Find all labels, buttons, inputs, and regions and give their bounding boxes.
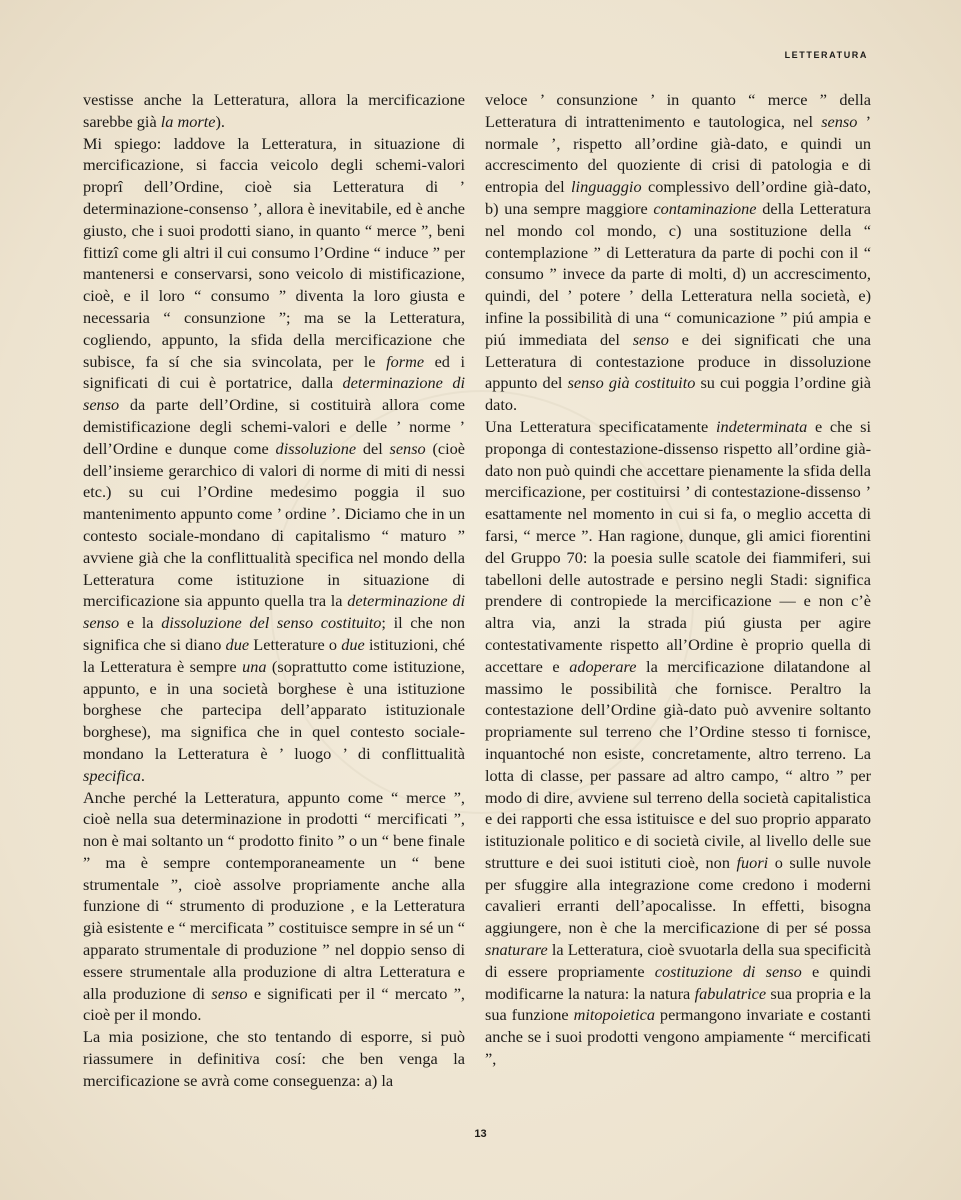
- text-run: e quindi modificarne la natura: la natura: [485, 961, 872, 1003]
- italic-text: senso: [389, 438, 426, 458]
- text-run: ’ normale ’, rispetto all’ordine già-dato, e quindi un accrescimento del quoziente di crisi di patologia e di entropia del: [485, 111, 872, 197]
- text-run: e significati per il “ mercato ”, cioè per il mondo.: [83, 983, 465, 1025]
- paragraph: [485, 89, 871, 416]
- paragraph: [83, 133, 465, 787]
- italic-text: determinazione di senso: [83, 591, 465, 633]
- text-run: veloce ’ consunzione ’ in quanto “ merce ” della Letteratura di intrattenimento e tautologica, nel: [485, 90, 871, 131]
- text-run: sua propria e la sua funzione: [485, 983, 872, 1025]
- text-run: La mia posizione, che sto tentando di esporre, si può riassumere in definitiva cosí: che ben venga la mercificazione se avrà come conseguenza: a) la: [83, 1027, 465, 1090]
- text-run: Una Letteratura specificatamente: [485, 416, 716, 436]
- text-run: Anche perché la Letteratura, appunto come “ merce ”, cioè nella sua determinazione in prodotti “ mercificati ”, non è mai soltanto un “ prodotto finito ” o un “ bene finale ” ma è sempre contemporaneamente un “ bene strumentale ”, cioè assolve propriamente anche alla funzione di “ strumento di produzione , e la Letteratura già esistente e “ mercificata ” costituisce sempre in sé un “ apparato strumentale di produzione ” nel doppio senso di essere strumentale alla produzione di altra Letteratura e alla produzione di: [83, 787, 465, 1003]
- italic-text: senso: [211, 983, 248, 1003]
- running-head: LETTERATURA: [784, 50, 868, 60]
- italic-text: due: [341, 634, 365, 654]
- italic-text: costituzione di senso: [654, 961, 802, 981]
- text-run: e la: [119, 613, 162, 633]
- text-run: della Letteratura nel mondo col mondo, c) una sostituzione della “ contemplazione ” di Letteratura da parte di pochi con il “ consumo ” invece da parte di molti, d) un accrescimento, quindi, del ’ potere ’ della Letteratura nella società, e) infine la possibilità di una “ comunicazione ” piú ampia e piú immediata del: [485, 198, 871, 349]
- text-run: .: [140, 765, 145, 785]
- text-run: su cui poggia l’ordine già dato.: [485, 373, 871, 415]
- text-run: vestisse anche la Letteratura, allora la mercificazione sarebbe già: [83, 90, 465, 131]
- text-run: permangono invariate e costanti anche se i suoi prodotti vengono ampiamente “ mercificati ”,: [485, 1005, 871, 1069]
- italic-text: dissoluzione: [275, 438, 357, 458]
- text-run: complessivo dell’ordine già-dato, b) una sempre maggiore: [485, 177, 872, 218]
- italic-text: una: [242, 656, 267, 676]
- italic-text: indeterminata: [715, 416, 808, 436]
- italic-text: linguaggio: [571, 177, 642, 197]
- italic-text: specifica: [83, 765, 141, 785]
- text-run: ).: [215, 111, 225, 131]
- paragraph: [83, 89, 465, 133]
- text-run: la mercificazione dilatandone al massimo le possibilità che fornisce. Peraltro la contestazione dell’Ordine già-dato può avvenire soltanto propriamente sul terreno che l’Ordine stesso ti fornisce, inquantoché non esiste, concretamente, altro terreno. La lotta di classe, per passare ad altro campo, “ altro ” per modo di dire, avviene sul terreno della società capitalistica e dei rapporti che essa istituisce e del suo proprio apparato istituzionale politico e di società civile, al livello delle sue strutture e dei suoi istituti cioè, non: [485, 656, 871, 872]
- text-run: ; il che non significa che si diano: [83, 613, 465, 654]
- text-run: da parte dell’Ordine, si costituirà allora come demistificazione degli schemi-valori e delle ’ norme ’ dell’Ordine e dunque come: [83, 395, 465, 458]
- italic-text: la morte: [160, 111, 216, 131]
- italic-text: due: [225, 634, 250, 654]
- italic-text: fabulatrice: [694, 983, 767, 1003]
- italic-text: dissoluzione del senso costituito: [161, 613, 382, 633]
- paragraph: [83, 787, 465, 1027]
- right-text-column: [485, 89, 871, 1070]
- italic-text: contaminazione: [653, 198, 757, 218]
- text-run: (soprattutto come istituzione, appunto, e in una società borghese è una istituzione borghese che partecipa dell’apparato istituzionale borghese), ma significa che in quel contesto sociale-mondano la Letteratura è ’ luogo ’ di conflittualità: [83, 656, 465, 763]
- italic-text: snaturare: [485, 940, 548, 960]
- paragraph: [83, 1026, 465, 1091]
- paragraph: [485, 416, 871, 1070]
- italic-text: mitopoietica: [573, 1005, 655, 1025]
- italic-text: senso già costituito: [567, 373, 696, 393]
- text-run: la Letteratura, cioè svuotarla della sua specificità di essere propriamente: [485, 940, 871, 981]
- italic-text: forme: [386, 351, 425, 371]
- text-run: Letterature o: [249, 634, 342, 654]
- text-run: e che si proponga di contestazione-dissenso rispetto all’ordine già-dato non può quindi che accettare pienamente la sfida della mercificazione, per costituirsi ’ di contestazione-dissenso ’ esattamente nel momento in cui si fa, o meglio accetta di farsi, “ merce ”. Han ragione, dunque, gli amici fiorentini del Gruppo 70: la poesia sulle scatole dei fiammiferi, sui tabelloni delle autostrade e persino negli Stadi: significa prendere di contropiede la mercificazione — e non c’è altra via, anzi la strada piú giusta per agire contestativamente rispetto all’Ordine è proprio quella di accettare e: [485, 416, 872, 676]
- italic-text: determinazione di senso: [83, 373, 465, 415]
- italic-text: senso: [821, 111, 858, 131]
- text-run: istituzioni, ché la Letteratura è sempre: [83, 634, 465, 676]
- page-number: 13: [474, 1128, 487, 1140]
- left-text-column: [83, 89, 465, 1092]
- text-run: o sulle nuvole per sfuggire alla integrazione come credono i moderni cavalieri erranti dell’apocalisse. In effetti, bisogna aggiungere, non è che la mercificazione di per sé possa: [485, 852, 872, 938]
- text-run: del: [356, 438, 390, 458]
- text-run: ed i significati di cui è portatrice, dalla: [83, 351, 465, 393]
- italic-text: adoperare: [569, 656, 637, 676]
- text-run: (cioè dell’insieme gerarchico di valori di norme di miti di nessi etc.) su cui l’Ordine medesimo poggia il suo mantenimento appunto come ’ ordine ’. Diciamo che in un contesto sociale-mondano di capitalismo “ maturo ” avviene già che la conflittualità specifica nel mondo della Letteratura come istituzione in situazione di mercificazione sia appunto quella tra la: [83, 438, 465, 611]
- italic-text: fuori: [736, 852, 769, 872]
- text-run: Mi spiego: laddove la Letteratura, in situazione di mercificazione, si faccia veicolo degli schemi-valori proprî dell’Ordine, cioè sia Letteratura di ’ determinazione-consenso ’, allora è inevitabile, ed è anche giusto, che i suoi prodotti siano, in quanto “ merce ”, beni fittizî come gli altri il cui consumo l’Ordine “ induce ” per mantenersi e conservarsi, sono veicolo di mistificazione, cioè, e il loro “ consumo ” diventa la loro giusta e necessaria “ consunzione ”; ma se la Letteratura, cogliendo, appunto, la sfida della mercificazione che subisce, fa sí che sia svincolata, per le: [83, 133, 465, 371]
- text-run: e dei significati che una Letteratura di contestazione produce in dissoluzione appunto del: [485, 329, 871, 393]
- italic-text: senso: [632, 329, 669, 349]
